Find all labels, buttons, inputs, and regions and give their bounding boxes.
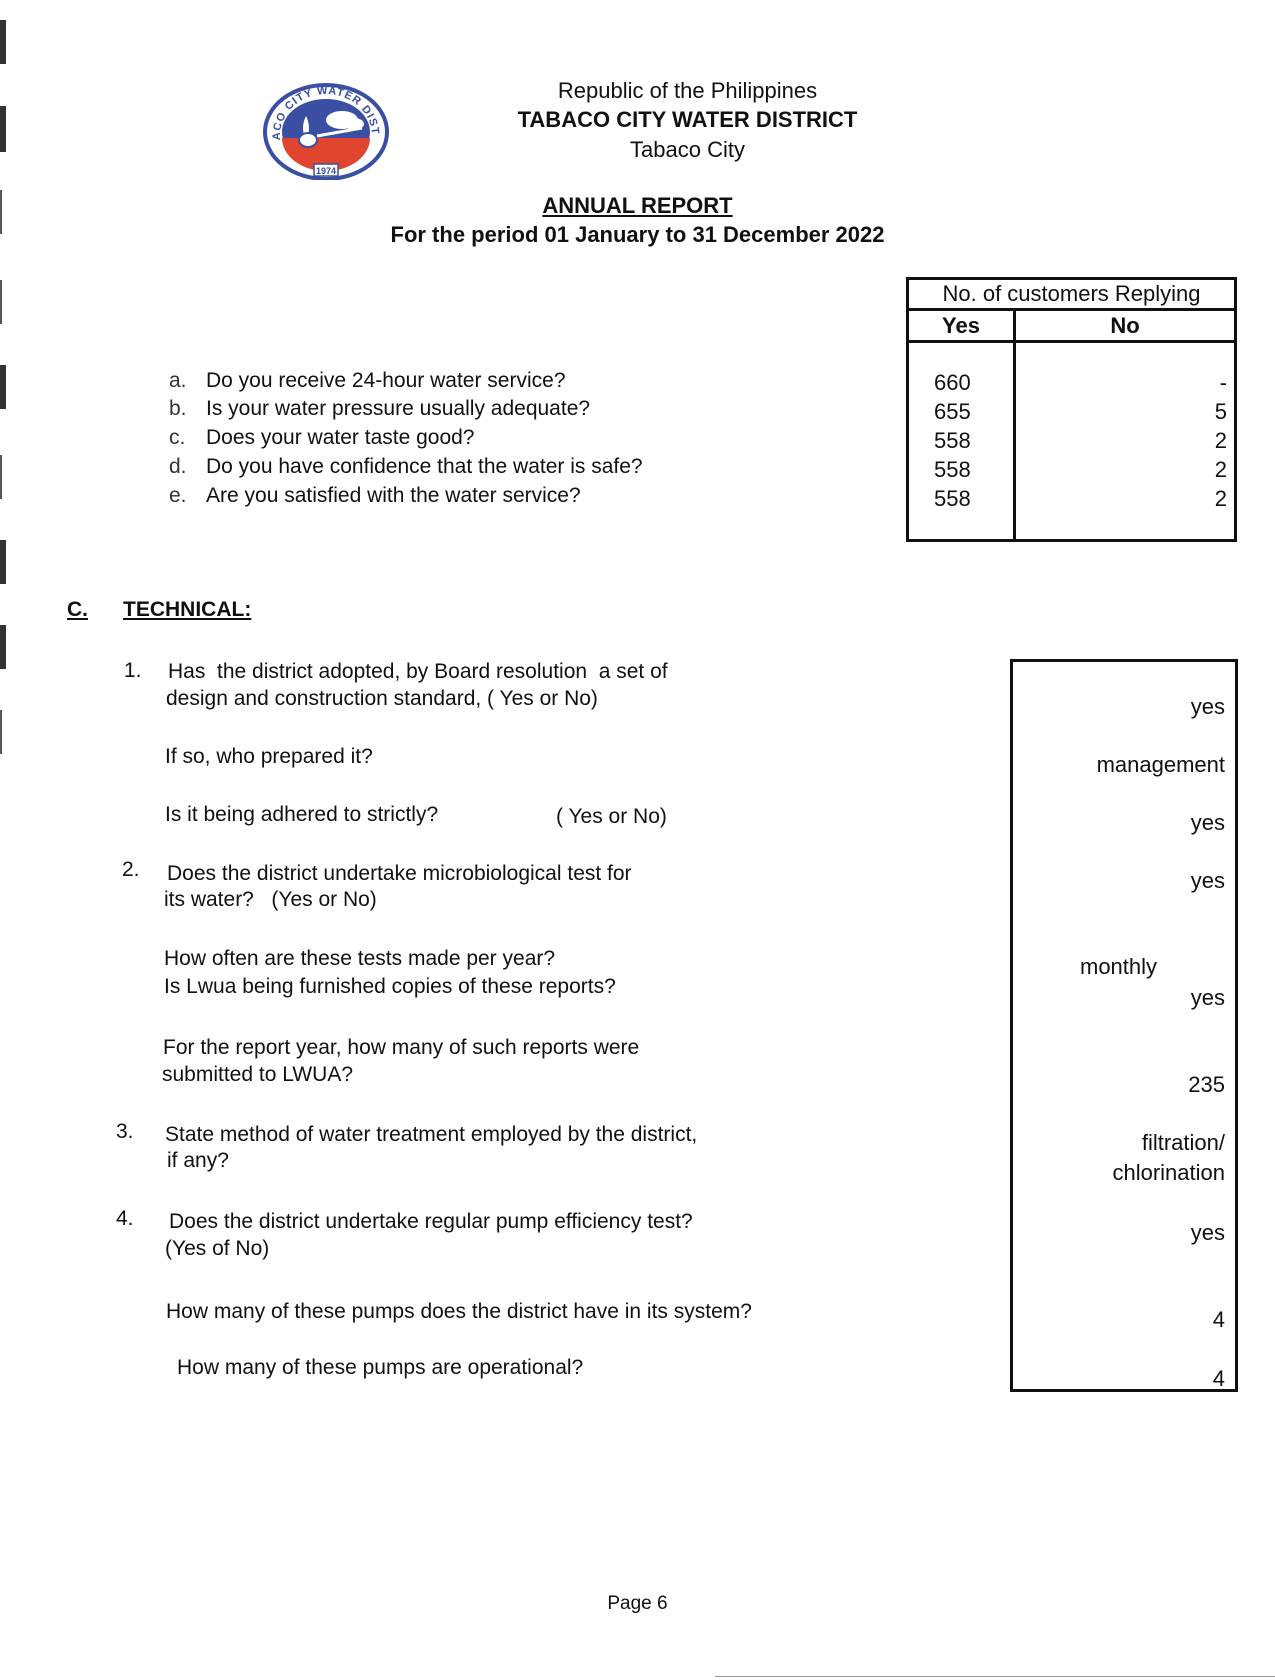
- survey-letter: d.: [169, 455, 187, 478]
- question-number: 1.: [124, 659, 142, 682]
- answer-value: filtration/: [1141, 1130, 1225, 1155]
- svg-text:TABACO CITY WATER DISTRICT: ACO CITY WATER DIST: [270, 84, 382, 141]
- scan-edge-mark: [0, 365, 6, 409]
- scan-edge-mark: [0, 540, 6, 584]
- answer-value: monthly: [1080, 954, 1158, 979]
- scan-edge-mark: [0, 625, 6, 669]
- survey-no-value: 2: [1214, 457, 1227, 482]
- col-no-header: No: [1110, 313, 1140, 338]
- question-text: Is Lwua being furnished copies of these reports?: [164, 975, 616, 998]
- question-text: (Yes of No): [165, 1237, 270, 1260]
- col-yes-header: Yes: [942, 313, 980, 338]
- header-republic: Republic of the Philippines: [557, 78, 818, 103]
- answer-value: 235: [1188, 1072, 1225, 1097]
- answer-value: yes: [1190, 694, 1225, 719]
- survey-no-value: 2: [1214, 428, 1227, 453]
- report-title: [0, 193, 1275, 219]
- question-number: 3.: [116, 1120, 134, 1143]
- survey-yes-value: 558: [934, 457, 971, 482]
- question-text: State method of water treatment employed by the district,: [165, 1123, 698, 1146]
- question-text: its water? (Yes or No): [164, 888, 377, 911]
- survey-letter: e.: [169, 484, 187, 507]
- question-number: 2.: [122, 858, 140, 881]
- question-text: If so, who prepared it?: [165, 745, 373, 768]
- header-city: Tabaco City: [630, 137, 745, 162]
- table-subheader: [909, 311, 1234, 343]
- scan-edge-mark: [0, 20, 6, 64]
- survey-question: Are you satisfied with the water service?: [206, 484, 581, 507]
- answer-value: 4: [1212, 1366, 1225, 1391]
- bottom-edge-line: [715, 1676, 1275, 1677]
- question-text: if any?: [167, 1149, 229, 1172]
- survey-yes-value: 660: [934, 370, 971, 395]
- report-period: For the period 01 January to 31 December 2022: [390, 222, 885, 247]
- answer-value: yes: [1190, 1220, 1225, 1245]
- survey-letter: a.: [169, 369, 187, 392]
- table-divider: [1013, 311, 1016, 542]
- scan-edge-mark: [0, 710, 2, 754]
- answer-value: chlorination: [1112, 1160, 1225, 1185]
- survey-question: Does your water taste good?: [206, 426, 475, 449]
- question-text: Is it being adhered to strictly?: [165, 803, 439, 826]
- answer-value: yes: [1190, 985, 1225, 1010]
- svg-text:1974: 1974: [315, 166, 337, 176]
- survey-letter: b.: [169, 397, 187, 420]
- page-number: Page 6: [607, 1593, 668, 1614]
- answer-value: 4: [1212, 1307, 1225, 1332]
- answer-value: yes: [1190, 810, 1225, 835]
- survey-question: Do you receive 24-hour water service?: [206, 369, 566, 392]
- survey-no-value: -: [1219, 370, 1227, 395]
- survey-yes-value: 558: [934, 486, 971, 511]
- question-text: How many of these pumps does the district have in its system?: [166, 1300, 752, 1323]
- question-text: For the report year, how many of such reports were: [163, 1036, 640, 1059]
- survey-yes-value: 655: [934, 399, 971, 424]
- survey-question: Is your water pressure usually adequate?: [206, 397, 591, 420]
- question-text: How often are these tests made per year?: [164, 947, 556, 970]
- report-title-text: ANNUAL REPORT: [542, 193, 733, 218]
- question-text: design and construction standard, ( Yes or No): [166, 687, 598, 710]
- question-text: Does the district undertake microbiological test for: [167, 862, 632, 885]
- scan-edge-mark: [0, 455, 2, 499]
- survey-no-value: 2: [1214, 486, 1227, 511]
- survey-no-value: 5: [1214, 399, 1227, 424]
- scan-edge-mark: [0, 106, 6, 152]
- section-title: TECHNICAL:: [123, 598, 252, 621]
- survey-question: Do you have confidence that the water is safe?: [206, 455, 643, 478]
- question-option: ( Yes or No): [556, 805, 667, 828]
- question-text: Does the district undertake regular pump efficiency test?: [169, 1210, 693, 1233]
- scan-edge-mark: [0, 280, 2, 324]
- survey-yes-value: 558: [934, 428, 971, 453]
- question-text: submitted to LWUA?: [162, 1063, 354, 1086]
- question-number: 4.: [116, 1207, 134, 1230]
- table-header: No. of customers Replying: [909, 280, 1234, 311]
- section-letter: C.: [67, 598, 88, 621]
- header-district: TABACO CITY WATER DISTRICT: [517, 107, 858, 132]
- answer-value: management: [1096, 752, 1225, 777]
- answer-value: yes: [1190, 868, 1225, 893]
- survey-letter: c.: [169, 426, 186, 449]
- question-text: Has the district adopted, by Board resolution a set of: [168, 660, 668, 683]
- question-text: How many of these pumps are operational?: [177, 1356, 584, 1379]
